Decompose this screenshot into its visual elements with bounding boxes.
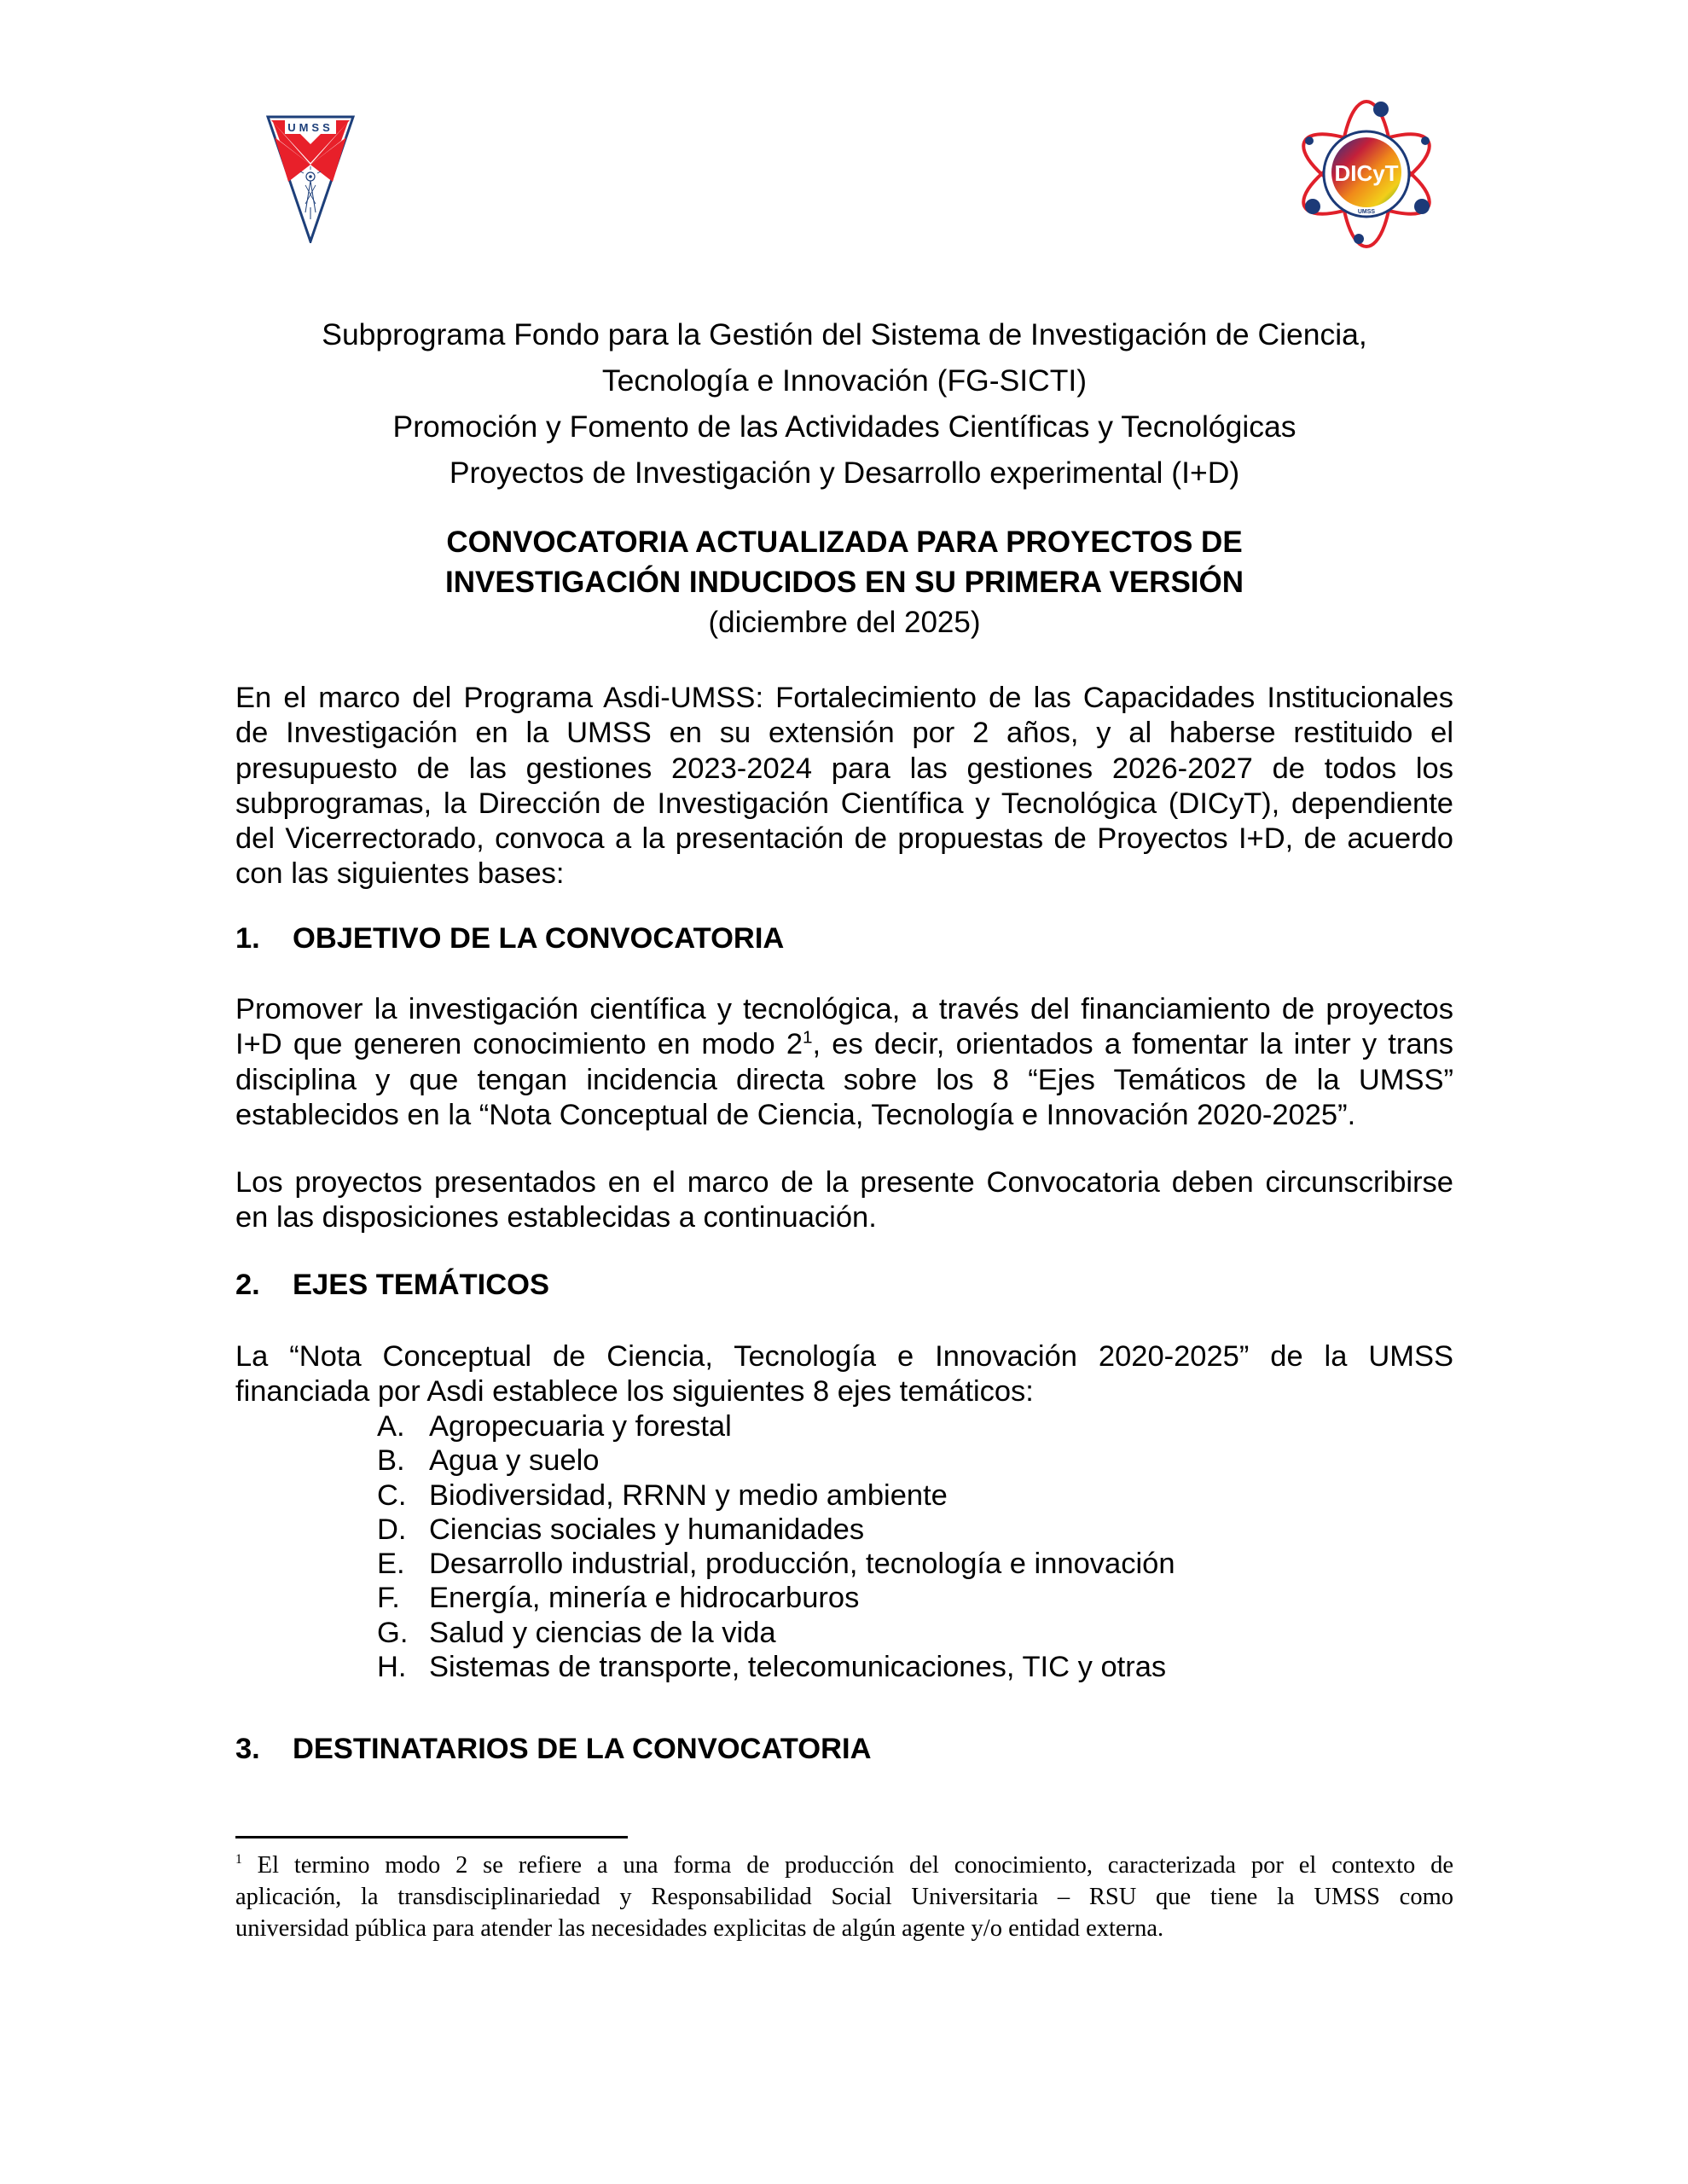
eje-letter: H. [377,1651,407,1684]
objetivo-line [235,1027,1453,1062]
objetivo-line: disciplina y que tengan incidencia directa sobre los 8 “Ejes Temáticos de la UMSS” [235,1063,1453,1096]
umss-logo [266,115,355,243]
eje-text: Energía, minería e hidrocarburos [429,1582,860,1615]
subprogram-title-line-1: Subprograma Fondo para la Gestión del Sistema de Investigación de Ciencia, [322,317,1367,351]
footnote-line: aplicación, la transdisciplinariedad y Responsabilidad Social Universitaria – RSU que tiene la UMSS como [235,1884,1453,1910]
eje-item-a [377,1409,1175,1443]
eje-item-g [377,1616,1175,1650]
eje-text: Salud y ciencias de la vida [429,1616,776,1649]
eje-item-b [377,1443,1175,1478]
section-heading-ejes-tematicos [235,1268,549,1303]
intro-line: subprogramas, la Dirección de Investigación Científica y Tecnológica (DICyT), dependiente [235,787,1453,820]
umss-pennant-icon [266,115,355,243]
eje-letter: E. [377,1548,405,1581]
objetivo-line: Promover la investigación científica y tecnológica, a través del financiamiento de proyectos [235,993,1453,1025]
nota-conceptual-paragraph [235,1339,1453,1410]
footnote-separator [235,1836,628,1838]
section-title: EJES TEMÁTICOS [293,1269,549,1301]
eje-text: Desarrollo industrial, producción, tecnología e innovación [429,1548,1175,1581]
document-title-line-1: CONVOCATORIA ACTUALIZADA PARA PROYECTOS DE [446,526,1243,559]
eje-item-d [377,1513,1175,1547]
intro-line: En el marco del Programa Asdi-UMSS: Fortalecimiento de las Capacidades Institucionales [235,682,1453,714]
eje-text: Ciencias sociales y humanidades [429,1513,865,1546]
objetivo-text: I+D que generen conocimiento en modo 2 [235,1028,803,1061]
eje-item-f [377,1581,1175,1615]
footnote-text: El termino modo 2 se refiere a una forma de producción del conocimiento, caracterizada por el contexto de [241,1852,1453,1879]
section-heading-objetivo [235,921,784,956]
intro-line: de Investigación en la UMSS en su extensión por 2 años, y al haberse restituido el [235,717,1453,750]
dicyt-atom-icon [1292,96,1441,249]
section-title: OBJETIVO DE LA CONVOCATORIA [293,922,785,955]
subprogram-title-line-2: Tecnología e Innovación (FG-SICTI) [601,363,1088,398]
eje-letter: C. [377,1478,407,1512]
svg-text:DICyT: DICyT [1334,160,1399,186]
eje-text: Sistemas de transporte, telecomunicaciones, TIC y otras [429,1651,1167,1684]
intro-line: con las siguientes bases: [235,857,565,891]
svg-text:UMSS: UMSS [1357,209,1376,215]
eje-text: Biodiversidad, RRNN y medio ambiente [429,1478,948,1512]
section-title: DESTINATARIOS DE LA CONVOCATORIA [293,1733,872,1765]
footnote-reference-1[interactable]: 1 [803,1027,813,1048]
footnote-line [235,1850,1453,1881]
eje-text: Agropecuaria y forestal [429,1410,732,1443]
disposiciones-line: Los proyectos presentados en el marco de la presente Convocatoria deben circunscribirse [235,1166,1453,1199]
footnote-marker: 1 [235,1852,242,1867]
footnote-line: universidad pública para atender las necesidades explicitas de algún agente y/o entidad externa. [235,1915,1164,1942]
objetivo-paragraph [235,992,1453,1133]
eje-item-c [377,1478,1175,1513]
projects-subtitle: Proyectos de Investigación y Desarrollo experimental (I+D) [449,456,1240,490]
svg-text:UMSS: UMSS [287,121,334,134]
intro-line: del Vicerrectorado, convoca a la presentación de propuestas de Proyectos I+D, de acuerdo [235,822,1453,856]
eje-letter: F. [377,1582,400,1615]
document-date: (diciembre del 2025) [708,606,981,639]
dicyt-logo [1292,96,1441,249]
eje-text: Agua y suelo [429,1444,600,1478]
eje-letter: D. [377,1513,407,1546]
eje-item-h [377,1650,1175,1684]
objetivo-line: establecidos en la “Nota Conceptual de Ciencia, Tecnología e Innovación 2020-2025”. [235,1098,1356,1131]
section-number: 2. [235,1269,260,1301]
disposiciones-line: en las disposiciones establecidas a continuación. [235,1201,877,1234]
objetivo-text: , es decir, orientados a fomentar la inter y trans [812,1028,1453,1061]
promotion-subtitle: Promoción y Fomento de las Actividades Científicas y Tecnológicas [392,410,1296,444]
section-heading-destinatarios [235,1732,872,1767]
ejes-tematicos-list [377,1409,1175,1684]
eje-item-e [377,1547,1175,1581]
intro-line: presupuesto de las gestiones 2023-2024 para las gestiones 2026-2027 de todos los [235,752,1453,785]
section-number: 1. [235,922,260,955]
intro-paragraph [235,681,1453,892]
disposiciones-paragraph [235,1165,1453,1236]
footnote-1 [235,1850,1453,1944]
nota-line: La “Nota Conceptual de Ciencia, Tecnología e Innovación 2020-2025” de la UMSS [235,1340,1453,1373]
eje-letter: B. [377,1444,405,1478]
section-number: 3. [235,1733,260,1765]
eje-letter: G. [377,1616,409,1649]
eje-letter: A. [377,1410,405,1443]
document-title-line-2: INVESTIGACIÓN INDUCIDOS EN SU PRIMERA VERSIÓN [444,566,1244,599]
nota-line: financiada por Asdi establece los siguientes 8 ejes temáticos: [235,1375,1034,1409]
